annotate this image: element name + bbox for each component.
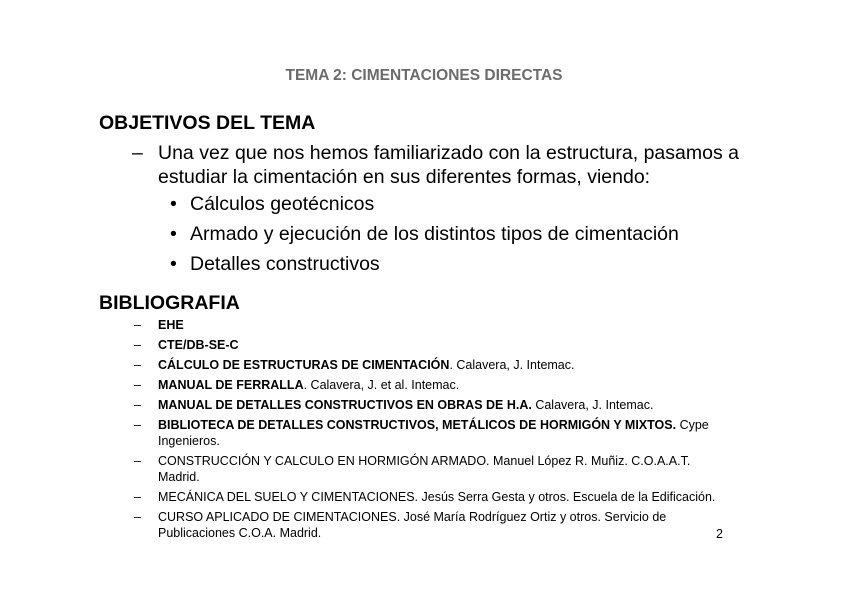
intro-text: Una vez que nos hemos familiarizado con la estructura, pasamos a estudiar la cimentación en sus diferentes formas, viendo:: [158, 142, 739, 188]
bibliography-item: [134, 317, 734, 333]
bibliografia-heading: BIBLIOGRAFIA: [99, 292, 240, 314]
bibliography-item: [134, 357, 734, 373]
objetivos-intro: [132, 141, 752, 189]
item-title: MANUAL DE FERRALLA: [158, 378, 304, 392]
bullet-dot: •: [170, 193, 177, 215]
intro-dash: –: [132, 142, 143, 164]
item-title: CÁLCULO DE ESTRUCTURAS DE CIMENTACIÓN: [158, 358, 450, 372]
item-detail: . Calavera, J. et al. Intemac.: [303, 378, 460, 392]
bullet-item: [170, 252, 679, 282]
page-number: 2: [716, 527, 723, 541]
list-dash: –: [134, 454, 141, 468]
bibliography-item: [134, 397, 734, 413]
bullet-item: [170, 222, 679, 252]
bibliography-item: [134, 509, 734, 541]
item-detail: Cype Ingenieros.: [158, 418, 709, 448]
list-dash: –: [134, 490, 141, 504]
item-title: BIBLIOTECA DE DETALLES CONSTRUCTIVOS, METÁLICOS DE HORMIGÓN Y MIXTOS.: [158, 418, 677, 432]
list-dash: –: [134, 338, 141, 352]
bullet-item: [170, 192, 679, 222]
list-dash: –: [134, 318, 141, 332]
list-dash: –: [134, 510, 141, 524]
bibliography-item: [134, 377, 734, 393]
item-title: CTE/DB-SE-C: [158, 338, 239, 352]
item-detail: MECÁNICA DEL SUELO Y CIMENTACIONES. Jesús Serra Gesta y otros. Escuela de la Edificación.: [158, 490, 716, 504]
bullet-text: Detalles constructivos: [190, 253, 380, 275]
list-dash: –: [134, 358, 141, 372]
list-dash: –: [134, 398, 141, 412]
item-detail: CURSO APLICADO DE CIMENTACIONES. José María Rodríguez Ortiz y otros. Servicio de Publicaciones C.O.A. Madrid.: [158, 510, 667, 540]
objetivos-heading: OBJETIVOS DEL TEMA: [99, 112, 316, 134]
bibliography-item: [134, 337, 734, 353]
bullet-dot: •: [170, 223, 177, 245]
item-detail: CONSTRUCCIÓN Y CALCULO EN HORMIGÓN ARMADO. Manuel López R. Muñiz. C.O.A.A.T. Madrid.: [158, 454, 691, 484]
item-title: MANUAL DE DETALLES CONSTRUCTIVOS EN OBRAS DE H.A.: [158, 398, 532, 412]
bullet-dot: •: [170, 253, 177, 275]
item-detail: Calavera, J. Intemac.: [531, 398, 654, 412]
bibliografia-list: [134, 317, 734, 545]
bibliography-item: [134, 417, 734, 449]
item-detail: . Calavera, J. Intemac.: [449, 358, 575, 372]
list-dash: –: [134, 418, 141, 432]
bibliography-item: [134, 453, 734, 485]
objetivos-bullet-list: [170, 192, 679, 282]
bibliography-item: [134, 489, 734, 505]
item-title: EHE: [158, 318, 184, 332]
bullet-text: Armado y ejecución de los distintos tipos de cimentación: [190, 223, 679, 245]
bullet-text: Cálculos geotécnicos: [190, 193, 375, 215]
list-dash: –: [134, 378, 141, 392]
slide-title: TEMA 2: CIMENTACIONES DIRECTAS: [285, 67, 563, 84]
